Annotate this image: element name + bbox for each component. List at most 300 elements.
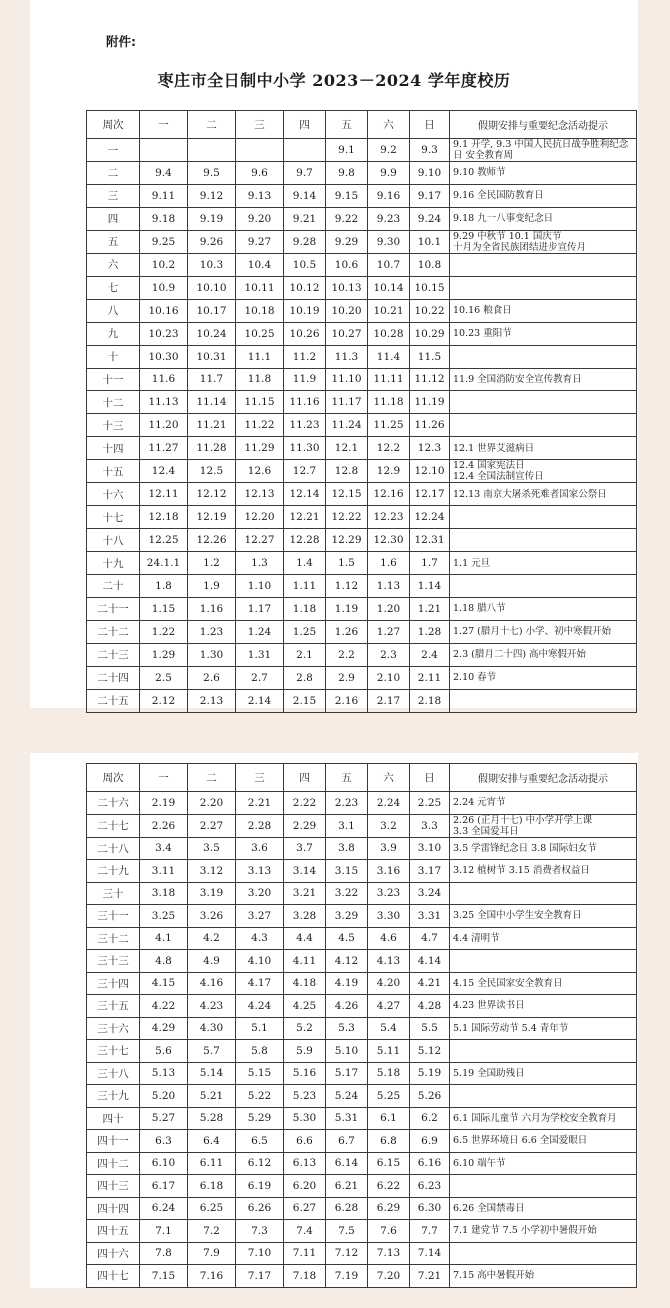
wed-cell: 5.29: [236, 1107, 284, 1130]
fri-cell: 9.8: [326, 162, 368, 185]
thu-cell: 9.21: [284, 207, 326, 230]
document-title: 枣庄市全日制中小学 2023－2024 学年度校历: [157, 71, 511, 90]
sat-cell: 6.8: [368, 1130, 410, 1153]
wed-cell: 3.27: [236, 905, 284, 928]
fri-cell: 1.26: [326, 620, 368, 643]
sat-cell: 3.23: [368, 882, 410, 905]
sun-cell: 6.16: [410, 1152, 450, 1175]
notes-cell: 3.25 全国中小学生安全教育日: [450, 905, 637, 928]
notes-header: 假期安排与重要纪念活动提示: [450, 764, 637, 792]
wed-cell: [236, 139, 284, 162]
fri-cell: 2.2: [326, 643, 368, 666]
fri-cell: 7.12: [326, 1242, 368, 1265]
sun-cell: 7.14: [410, 1242, 450, 1265]
week-cell: 三十: [87, 882, 140, 905]
table-row: [87, 1265, 637, 1288]
wed-cell: 2.7: [236, 666, 284, 689]
calendar-page-2: [30, 753, 638, 1288]
fri-cell: 11.3: [326, 345, 368, 368]
mon-header: 一: [140, 764, 188, 792]
notes-cell: 6.1 国际儿童节 六月为学校安全教育月: [450, 1107, 637, 1130]
fri-cell: 12.1: [326, 437, 368, 460]
tue-cell: 5.7: [188, 1040, 236, 1063]
mon-cell: 4.29: [140, 1017, 188, 1040]
table-row: [87, 620, 637, 643]
wed-cell: 11.1: [236, 345, 284, 368]
sun-cell: 9.24: [410, 207, 450, 230]
thu-cell: 4.18: [284, 972, 326, 995]
notes-cell: 3.12 植树节 3.15 消费者权益日: [450, 860, 637, 883]
fri-cell: 10.27: [326, 322, 368, 345]
fri-cell: 3.29: [326, 905, 368, 928]
table-row: [87, 814, 637, 837]
fri-cell: 1.12: [326, 575, 368, 598]
mon-cell: 11.20: [140, 414, 188, 437]
mon-cell: 10.9: [140, 276, 188, 299]
week-cell: 十七: [87, 506, 140, 529]
notes-cell: 9.18 九一八事变纪念日: [450, 207, 637, 230]
tue-cell: 1.23: [188, 620, 236, 643]
sat-cell: 11.18: [368, 391, 410, 414]
mon-cell: 3.11: [140, 860, 188, 883]
week-cell: 二十六: [87, 792, 140, 815]
thu-cell: [284, 139, 326, 162]
fri-cell: 3.1: [326, 814, 368, 837]
table-row: [87, 950, 637, 973]
sat-cell: 1.6: [368, 552, 410, 575]
sat-cell: 6.22: [368, 1175, 410, 1198]
mon-cell: 10.2: [140, 253, 188, 276]
thu-cell: 9.7: [284, 162, 326, 185]
notes-cell: [450, 276, 637, 299]
wed-cell: 5.8: [236, 1040, 284, 1063]
table-row: [87, 689, 637, 712]
notes-cell: [450, 1040, 637, 1063]
sun-cell: 3.17: [410, 860, 450, 883]
sun-cell: 11.5: [410, 345, 450, 368]
sat-cell: 6.1: [368, 1107, 410, 1130]
sun-cell: 5.12: [410, 1040, 450, 1063]
wed-cell: 12.20: [236, 506, 284, 529]
notes-cell: 12.1 世界艾滋病日: [450, 437, 637, 460]
wed-cell: 7.10: [236, 1242, 284, 1265]
sun-cell: 4.14: [410, 950, 450, 973]
fri-cell: 9.1: [326, 139, 368, 162]
notes-cell: 1.27 (腊月十七) 小学、初中寒假开始: [450, 620, 637, 643]
notes-cell: 10.16 粮食日: [450, 299, 637, 322]
week-cell: 四十五: [87, 1220, 140, 1243]
notes-cell: [450, 1085, 637, 1108]
week-cell: 二十二: [87, 620, 140, 643]
fri-cell: 3.15: [326, 860, 368, 883]
wed-cell: 9.27: [236, 230, 284, 253]
table-row: [87, 506, 637, 529]
thu-cell: 5.9: [284, 1040, 326, 1063]
sun-cell: 1.14: [410, 575, 450, 598]
sun-cell: 10.1: [410, 230, 450, 253]
sun-cell: 10.15: [410, 276, 450, 299]
sat-cell: 12.2: [368, 437, 410, 460]
notes-cell: 9.29 中秋节 10.1 国庆节 十月为全省民族团结进步宣传月: [450, 230, 637, 253]
sun-cell: 9.10: [410, 162, 450, 185]
thu-cell: 6.13: [284, 1152, 326, 1175]
wed-cell: 4.24: [236, 995, 284, 1018]
week-cell: 二十: [87, 575, 140, 598]
sun-cell: 9.3: [410, 139, 450, 162]
thu-cell: 5.2: [284, 1017, 326, 1040]
tue-cell: 6.11: [188, 1152, 236, 1175]
thu-cell: 3.14: [284, 860, 326, 883]
table-row: [87, 299, 637, 322]
fri-cell: 10.6: [326, 253, 368, 276]
fri-cell: 6.7: [326, 1130, 368, 1153]
fri-cell: 11.17: [326, 391, 368, 414]
table-row: [87, 837, 637, 860]
sun-cell: 6.9: [410, 1130, 450, 1153]
thu-cell: 11.23: [284, 414, 326, 437]
sat-cell: 9.16: [368, 184, 410, 207]
sat-cell: 7.6: [368, 1220, 410, 1243]
sun-cell: 12.31: [410, 529, 450, 552]
wed-cell: 1.10: [236, 575, 284, 598]
fri-header: 五: [326, 111, 368, 139]
thu-cell: 12.28: [284, 529, 326, 552]
mon-cell: 11.13: [140, 391, 188, 414]
sun-cell: 7.7: [410, 1220, 450, 1243]
sun-cell: 3.10: [410, 837, 450, 860]
thu-cell: 7.4: [284, 1220, 326, 1243]
tue-cell: 1.9: [188, 575, 236, 598]
fri-cell: 11.24: [326, 414, 368, 437]
sat-cell: 1.13: [368, 575, 410, 598]
week-cell: 十: [87, 345, 140, 368]
tue-cell: 4.9: [188, 950, 236, 973]
thu-cell: 5.23: [284, 1085, 326, 1108]
week-cell: 四十七: [87, 1265, 140, 1288]
school-calendar-table-part-1: [86, 110, 637, 713]
sat-cell: 9.30: [368, 230, 410, 253]
week-cell: 二十七: [87, 814, 140, 837]
thu-cell: 3.21: [284, 882, 326, 905]
sat-cell: 5.18: [368, 1062, 410, 1085]
tue-cell: [188, 139, 236, 162]
thu-cell: 2.22: [284, 792, 326, 815]
week-cell: 二十九: [87, 860, 140, 883]
table-row: [87, 1107, 637, 1130]
week-cell: 五: [87, 230, 140, 253]
thu-cell: 6.27: [284, 1197, 326, 1220]
sat-cell: 4.27: [368, 995, 410, 1018]
wed-cell: 2.28: [236, 814, 284, 837]
notes-cell: 4.23 世界读书日: [450, 995, 637, 1018]
week-cell: 四十四: [87, 1197, 140, 1220]
table-row: [87, 230, 637, 253]
mon-cell: 12.11: [140, 483, 188, 506]
notes-cell: 7.1 建党节 7.5 小学初中暑假开始: [450, 1220, 637, 1243]
sun-cell: 3.3: [410, 814, 450, 837]
wed-header: 三: [236, 764, 284, 792]
mon-cell: 4.15: [140, 972, 188, 995]
wed-cell: 5.22: [236, 1085, 284, 1108]
thu-cell: 4.25: [284, 995, 326, 1018]
sun-cell: 4.7: [410, 927, 450, 950]
thu-cell: 11.16: [284, 391, 326, 414]
table-row: [87, 666, 637, 689]
wed-cell: 11.8: [236, 368, 284, 391]
notes-cell: 6.26 全国禁毒日: [450, 1197, 637, 1220]
table-row: [87, 483, 637, 506]
tue-cell: 10.10: [188, 276, 236, 299]
notes-cell: 2.10 春节: [450, 666, 637, 689]
tue-cell: 11.28: [188, 437, 236, 460]
tue-cell: 4.16: [188, 972, 236, 995]
week-cell: 三十四: [87, 972, 140, 995]
sun-cell: 11.26: [410, 414, 450, 437]
mon-cell: 2.26: [140, 814, 188, 837]
thu-cell: 5.16: [284, 1062, 326, 1085]
wed-cell: 4.17: [236, 972, 284, 995]
mon-cell: 6.10: [140, 1152, 188, 1175]
week-cell: 十九: [87, 552, 140, 575]
fri-cell: 4.26: [326, 995, 368, 1018]
table-row: [87, 860, 637, 883]
sat-cell: 2.10: [368, 666, 410, 689]
wed-cell: 9.6: [236, 162, 284, 185]
tue-cell: 1.16: [188, 597, 236, 620]
wed-cell: 3.13: [236, 860, 284, 883]
notes-cell: 6.10 端午节: [450, 1152, 637, 1175]
week-cell: 四十二: [87, 1152, 140, 1175]
sat-cell: 10.21: [368, 299, 410, 322]
week-cell: 十四: [87, 437, 140, 460]
fri-cell: 12.15: [326, 483, 368, 506]
notes-cell: 10.23 重阳节: [450, 322, 637, 345]
tue-cell: 10.3: [188, 253, 236, 276]
sat-cell: 3.9: [368, 837, 410, 860]
week-cell: 四十六: [87, 1242, 140, 1265]
mon-cell: 2.19: [140, 792, 188, 815]
thu-cell: 6.6: [284, 1130, 326, 1153]
sat-cell: 10.14: [368, 276, 410, 299]
notes-cell: [450, 575, 637, 598]
notes-cell: [450, 391, 637, 414]
wed-cell: 2.14: [236, 689, 284, 712]
week-cell: 二十五: [87, 689, 140, 712]
sat-cell: 11.4: [368, 345, 410, 368]
mon-cell: 2.12: [140, 689, 188, 712]
sat-cell: 12.9: [368, 460, 410, 483]
week-cell: 三十八: [87, 1062, 140, 1085]
sun-cell: 12.10: [410, 460, 450, 483]
table-row: [87, 529, 637, 552]
wed-cell: 4.3: [236, 927, 284, 950]
notes-cell: 9.16 全民国防教育日: [450, 184, 637, 207]
week-cell: 四十: [87, 1107, 140, 1130]
wed-cell: 9.20: [236, 207, 284, 230]
table-row: [87, 276, 637, 299]
mon-cell: 10.23: [140, 322, 188, 345]
thu-cell: 2.1: [284, 643, 326, 666]
table-row: [87, 905, 637, 928]
sun-cell: 2.25: [410, 792, 450, 815]
mon-cell: 7.15: [140, 1265, 188, 1288]
table-row: [87, 437, 637, 460]
thu-cell: 10.5: [284, 253, 326, 276]
week-cell: 十三: [87, 414, 140, 437]
sun-cell: 5.5: [410, 1017, 450, 1040]
sat-cell: 1.20: [368, 597, 410, 620]
thu-cell: 1.25: [284, 620, 326, 643]
mon-cell: 11.6: [140, 368, 188, 391]
sat-cell: 7.20: [368, 1265, 410, 1288]
notes-cell: [450, 345, 637, 368]
week-cell: 八: [87, 299, 140, 322]
fri-cell: 3.22: [326, 882, 368, 905]
week-cell: 二十四: [87, 666, 140, 689]
thu-cell: 1.4: [284, 552, 326, 575]
sat-header: 六: [368, 764, 410, 792]
sat-cell: 7.13: [368, 1242, 410, 1265]
sat-cell: 9.9: [368, 162, 410, 185]
sun-cell: 1.28: [410, 620, 450, 643]
thu-cell: 7.11: [284, 1242, 326, 1265]
sun-cell: 2.11: [410, 666, 450, 689]
mon-cell: 24.1.1: [140, 552, 188, 575]
thu-cell: 3.7: [284, 837, 326, 860]
sun-cell: 2.18: [410, 689, 450, 712]
tue-cell: 10.24: [188, 322, 236, 345]
fri-cell: 3.8: [326, 837, 368, 860]
notes-cell: [450, 1175, 637, 1198]
sun-header: 日: [410, 764, 450, 792]
mon-cell: 5.20: [140, 1085, 188, 1108]
mon-cell: 3.25: [140, 905, 188, 928]
tue-cell: 11.21: [188, 414, 236, 437]
table-row: [87, 391, 637, 414]
fri-cell: 11.10: [326, 368, 368, 391]
sat-cell: 5.25: [368, 1085, 410, 1108]
wed-cell: 6.19: [236, 1175, 284, 1198]
notes-cell: 5.19 全国助残日: [450, 1062, 637, 1085]
notes-cell: 1.18 腊八节: [450, 597, 637, 620]
wed-cell: 12.6: [236, 460, 284, 483]
notes-cell: [450, 529, 637, 552]
tue-cell: 5.21: [188, 1085, 236, 1108]
sat-cell: 10.28: [368, 322, 410, 345]
thu-cell: 12.21: [284, 506, 326, 529]
notes-cell: 7.15 高中暑假开始: [450, 1265, 637, 1288]
table-row: [87, 139, 637, 162]
tue-cell: 3.26: [188, 905, 236, 928]
week-cell: 六: [87, 253, 140, 276]
notes-cell: 9.10 教师节: [450, 162, 637, 185]
mon-cell: 12.4: [140, 460, 188, 483]
week-cell: 十一: [87, 368, 140, 391]
fri-cell: 9.15: [326, 184, 368, 207]
tue-cell: 3.5: [188, 837, 236, 860]
calendar-page-1: [30, 0, 638, 708]
wed-cell: 2.21: [236, 792, 284, 815]
sun-cell: 10.29: [410, 322, 450, 345]
mon-cell: 5.13: [140, 1062, 188, 1085]
sun-cell: 5.19: [410, 1062, 450, 1085]
notes-cell: 5.1 国际劳动节 5.4 青年节: [450, 1017, 637, 1040]
sat-cell: 12.30: [368, 529, 410, 552]
table-row: [87, 1220, 637, 1243]
notes-cell: [450, 882, 637, 905]
thu-cell: 3.28: [284, 905, 326, 928]
mon-cell: 1.15: [140, 597, 188, 620]
fri-cell: 2.9: [326, 666, 368, 689]
table-row: [87, 995, 637, 1018]
sun-cell: 2.4: [410, 643, 450, 666]
tue-cell: 10.31: [188, 345, 236, 368]
wed-cell: 10.18: [236, 299, 284, 322]
wed-cell: 9.13: [236, 184, 284, 207]
fri-cell: 6.28: [326, 1197, 368, 1220]
wed-cell: 3.6: [236, 837, 284, 860]
table-row: [87, 253, 637, 276]
fri-cell: 5.31: [326, 1107, 368, 1130]
table-row: [87, 207, 637, 230]
sat-cell: 6.29: [368, 1197, 410, 1220]
notes-cell: [450, 414, 637, 437]
wed-cell: 1.17: [236, 597, 284, 620]
mon-cell: 9.25: [140, 230, 188, 253]
sun-cell: 11.12: [410, 368, 450, 391]
thu-cell: 11.2: [284, 345, 326, 368]
sun-cell: 10.8: [410, 253, 450, 276]
mon-cell: 6.17: [140, 1175, 188, 1198]
week-cell: 三十二: [87, 927, 140, 950]
week-cell: 三: [87, 184, 140, 207]
week-cell: 一: [87, 139, 140, 162]
table-row: [87, 368, 637, 391]
fri-cell: 1.19: [326, 597, 368, 620]
sat-cell: 3.30: [368, 905, 410, 928]
tue-cell: 11.7: [188, 368, 236, 391]
school-calendar-table-part-2: [86, 763, 637, 1288]
mon-cell: 2.5: [140, 666, 188, 689]
table-row: [87, 1175, 637, 1198]
table-row: [87, 1197, 637, 1220]
table-row: [87, 460, 637, 483]
week-cell: 四十一: [87, 1130, 140, 1153]
sat-cell: 5.11: [368, 1040, 410, 1063]
notes-cell: [450, 253, 637, 276]
tue-cell: 1.2: [188, 552, 236, 575]
mon-cell: 12.18: [140, 506, 188, 529]
thu-cell: 11.30: [284, 437, 326, 460]
tue-cell: 12.12: [188, 483, 236, 506]
sat-cell: 2.17: [368, 689, 410, 712]
week-header: 周次: [87, 111, 140, 139]
notes-cell: [450, 950, 637, 973]
tue-cell: 7.16: [188, 1265, 236, 1288]
thu-cell: 6.20: [284, 1175, 326, 1198]
tue-cell: 2.6: [188, 666, 236, 689]
sun-cell: 10.22: [410, 299, 450, 322]
table-row: [87, 792, 637, 815]
notes-cell: 1.1 元旦: [450, 552, 637, 575]
week-cell: 三十九: [87, 1085, 140, 1108]
sat-cell: 6.15: [368, 1152, 410, 1175]
mon-cell: 4.1: [140, 927, 188, 950]
wed-cell: 6.5: [236, 1130, 284, 1153]
notes-cell: 12.13 南京大屠杀死难者国家公祭日: [450, 483, 637, 506]
sat-cell: 3.16: [368, 860, 410, 883]
sat-header: 六: [368, 111, 410, 139]
